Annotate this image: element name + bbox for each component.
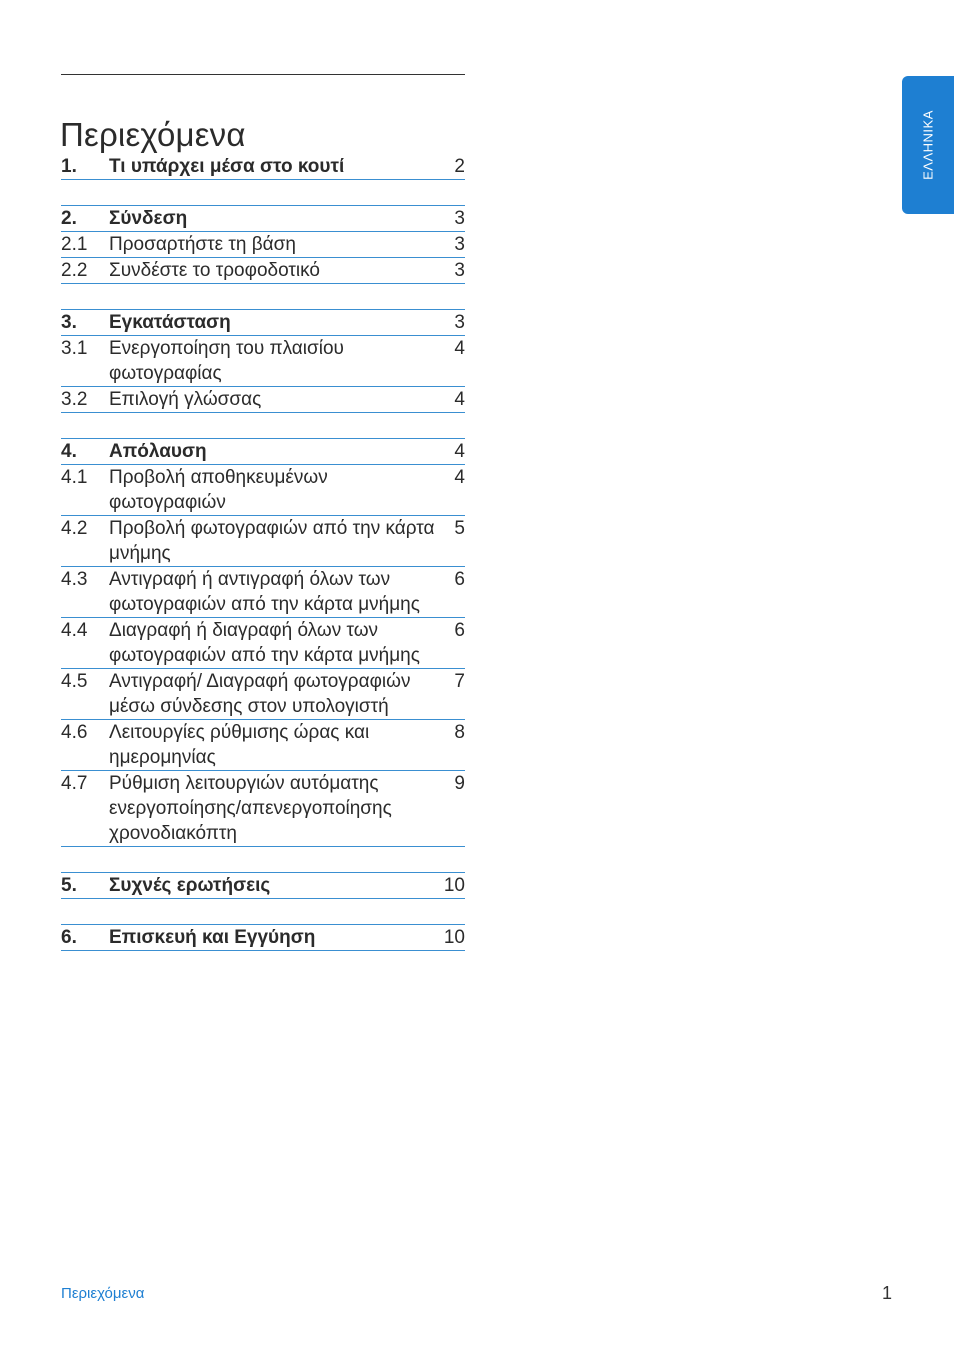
footer-section-label: Περιεχόμενα	[61, 1285, 145, 1302]
toc-entry-title: Διαγραφή ή διαγραφή όλων των φωτογραφιών από την κάρτα μνήμης	[109, 620, 420, 666]
toc-chapter-entry[interactable]	[61, 924, 465, 951]
top-rule	[61, 74, 465, 75]
toc-entry-page: 3	[454, 208, 465, 229]
toc-entry[interactable]	[61, 465, 465, 516]
toc-entry-title: Ρύθμιση λειτουργιών αυτόματης ενεργοποίησης/απενεργοποίησης χρονοδιακόπτη	[109, 773, 392, 844]
toc-section	[61, 872, 465, 899]
toc-entry-page: 2	[454, 156, 465, 177]
toc-entry[interactable]	[61, 618, 465, 669]
toc-chapter-entry[interactable]	[61, 154, 465, 180]
toc-entry-title: Τι υπάρχει μέσα στο κουτί	[109, 156, 345, 177]
toc-entry-title: Προβολή φωτογραφιών από την κάρτα μνήμης	[109, 518, 435, 564]
toc-entry-number: 2.2	[61, 260, 88, 281]
toc-entry-number: 6.	[61, 927, 77, 948]
toc-entry-number: 3.2	[61, 389, 88, 410]
toc-entry-page: 4	[454, 389, 465, 410]
toc-entry-title: Επισκευή και Εγγύηση	[109, 927, 316, 948]
toc-entry-title: Συνδέστε το τροφοδοτικό	[109, 260, 320, 281]
toc-entry-page: 4	[454, 467, 465, 488]
toc-section	[61, 205, 465, 284]
toc-entry-title: Προβολή αποθηκευμένων φωτογραφιών	[109, 467, 328, 513]
toc-chapter-entry[interactable]	[61, 438, 465, 465]
toc-section	[61, 309, 465, 413]
toc-entry-title: Απόλαυση	[109, 441, 207, 462]
toc-entry-title: Λειτουργίες ρύθμισης ώρας και ημερομηνίας	[109, 722, 370, 768]
toc-section	[61, 924, 465, 951]
toc-entry-title: Εγκατάσταση	[109, 312, 231, 333]
toc-entry-page: 10	[443, 875, 465, 896]
toc-entry[interactable]	[61, 387, 465, 413]
toc-entry-number: 4.2	[61, 518, 88, 539]
toc-entry-number: 4.4	[61, 620, 88, 641]
toc-entry-number: 4.5	[61, 671, 88, 692]
toc-section	[61, 438, 465, 847]
toc-entry-page: 4	[454, 338, 465, 359]
toc-entry-page: 10	[443, 927, 465, 948]
toc-entry-title: Αντιγραφή ή αντιγραφή όλων των φωτογραφιών από την κάρτα μνήμης	[109, 569, 420, 615]
toc-entry-title: Αντιγραφή/ Διαγραφή φωτογραφιών μέσω σύνδεσης στον υπολογιστή	[109, 671, 411, 717]
page-number: 1	[882, 1283, 893, 1303]
toc-entry-title: Σύνδεση	[109, 208, 188, 229]
page-title: Περιεχόμενα	[60, 116, 246, 154]
toc-entry-number: 3.1	[61, 338, 88, 359]
toc-entry-page: 6	[454, 620, 465, 641]
toc-entry[interactable]	[61, 258, 465, 284]
toc-entry[interactable]	[61, 567, 465, 618]
toc-entry-page: 6	[454, 569, 465, 590]
toc-entry-number: 3.	[61, 312, 77, 333]
toc-entry-page: 3	[454, 312, 465, 333]
toc-entry-page: 3	[454, 234, 465, 255]
toc-entry-number: 4.7	[61, 773, 88, 794]
toc-chapter-entry[interactable]	[61, 205, 465, 232]
toc-entry[interactable]	[61, 232, 465, 258]
toc-entry-number: 4.3	[61, 569, 88, 590]
toc-entry-number: 1.	[61, 156, 77, 177]
toc-entry-number: 2.1	[61, 234, 88, 255]
toc-entry-number: 5.	[61, 875, 77, 896]
toc-entry-page: 9	[454, 773, 465, 794]
toc-entry-number: 4.6	[61, 722, 88, 743]
toc-entry-page: 8	[454, 722, 465, 743]
language-tab-label: ΕΛΛΗΝΙΚΑ	[920, 110, 936, 180]
toc-section	[61, 154, 465, 180]
toc-entry-title: Προσαρτήστε τη βάση	[109, 234, 296, 255]
toc-entry[interactable]	[61, 669, 465, 720]
toc-entry-page: 3	[454, 260, 465, 281]
table-of-contents	[61, 154, 465, 976]
toc-entry-page: 7	[454, 671, 465, 692]
toc-entry-number: 4.1	[61, 467, 88, 488]
toc-entry[interactable]	[61, 516, 465, 567]
toc-entry[interactable]	[61, 771, 465, 847]
language-tab	[902, 76, 954, 214]
toc-entry-title: Συχνές ερωτήσεις	[109, 875, 271, 896]
toc-entry[interactable]	[61, 720, 465, 771]
toc-chapter-entry[interactable]	[61, 872, 465, 899]
toc-entry-number: 4.	[61, 441, 77, 462]
toc-chapter-entry[interactable]	[61, 309, 465, 336]
toc-entry-number: 2.	[61, 208, 77, 229]
toc-entry-title: Επιλογή γλώσσας	[109, 389, 262, 410]
toc-entry[interactable]	[61, 336, 465, 387]
toc-entry-page: 4	[454, 441, 465, 462]
toc-entry-title: Ενεργοποίηση του πλαισίου φωτογραφίας	[109, 338, 344, 384]
toc-entry-page: 5	[454, 518, 465, 539]
